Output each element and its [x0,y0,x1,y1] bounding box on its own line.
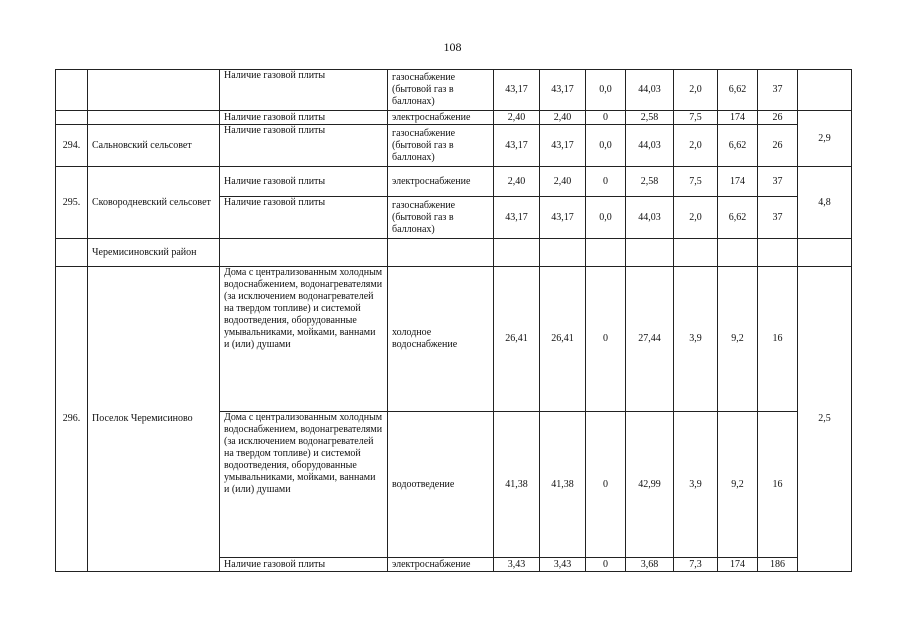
value-7: 26 [758,125,798,167]
value-7: 37 [758,167,798,197]
service-type: газоснабжение (бытовой газ в баллонах) [388,197,494,239]
housing-description: Дома с централизованным холодным водоснабжением, водонагревателями (за исключением водонагревателей на твердом топливе) и системой водоотведения, оборудованные умывальниками, мойками, ваннами и (или) душами [220,412,388,558]
value-1: 3,43 [494,558,540,572]
service-type: электроснабжение [388,167,494,197]
value-2: 2,40 [540,167,586,197]
settlement-name: Сковородневский сельсовет [88,167,220,239]
value-4: 3,68 [626,558,674,572]
value-3: 0 [586,167,626,197]
value-1: 41,38 [494,412,540,558]
value-6: 174 [718,167,758,197]
group-value-295: 4,8 [798,167,852,239]
value-6: 6,62 [718,125,758,167]
value-7: 37 [758,197,798,239]
settlement-name: Сальновский сельсовет [88,125,220,167]
value-3: 0,0 [586,197,626,239]
row-number: 296. [56,267,88,572]
table-row [56,239,852,267]
table-row [56,111,852,125]
row-number [56,70,88,111]
value-4: 27,44 [626,267,674,412]
value-1: 43,17 [494,125,540,167]
value-1: 26,41 [494,267,540,412]
group-value-296: 2,5 [798,267,852,572]
value-2: 26,41 [540,267,586,412]
service-type: электроснабжение [388,558,494,572]
value-4: 44,03 [626,125,674,167]
table-row [56,267,852,412]
value-5: 3,9 [674,412,718,558]
value-5: 7,3 [674,558,718,572]
row-number: 294. [56,125,88,167]
row-number [56,111,88,125]
service-type: электроснабжение [388,111,494,125]
value-6: 6,62 [718,70,758,111]
value-6: 6,62 [718,197,758,239]
settlement-name [88,70,220,111]
district-name: Черемисиновский район [88,239,220,267]
value-6: 174 [718,558,758,572]
value-4: 44,03 [626,70,674,111]
value-2: 43,17 [540,125,586,167]
table-row [56,167,852,197]
service-type: газоснабжение (бытовой газ в баллонах) [388,125,494,167]
service-type: газоснабжение (бытовой газ в баллонах) [388,70,494,111]
housing-description: Наличие газовой плиты [220,70,388,111]
value-3: 0 [586,267,626,412]
value-6: 9,2 [718,412,758,558]
housing-description: Наличие газовой плиты [220,125,388,167]
value-2: 43,17 [540,70,586,111]
page-number: 108 [443,40,462,54]
value-3: 0,0 [586,125,626,167]
value-2: 3,43 [540,558,586,572]
group-value-empty [798,70,852,111]
value-7: 16 [758,412,798,558]
value-3: 0 [586,412,626,558]
value-5: 7,5 [674,167,718,197]
value-6: 174 [718,111,758,125]
value-2: 2,40 [540,111,586,125]
housing-description: Наличие газовой плиты [220,111,388,125]
value-6: 9,2 [718,267,758,412]
value-1: 2,40 [494,111,540,125]
value-1: 43,17 [494,197,540,239]
service-type: холодное водоснабжение [388,267,494,412]
housing-description: Наличие газовой плиты [220,167,388,197]
value-4: 2,58 [626,111,674,125]
housing-description: Наличие газовой плиты [220,197,388,239]
table-row [56,125,852,167]
value-4: 42,99 [626,412,674,558]
row-number: 295. [56,167,88,239]
value-3: 0,0 [586,70,626,111]
tariff-table [55,69,852,572]
settlement-name: Поселок Черемисиново [88,267,220,572]
value-1: 43,17 [494,70,540,111]
value-7: 26 [758,111,798,125]
value-2: 43,17 [540,197,586,239]
group-value-294: 2,9 [798,111,852,167]
value-3: 0 [586,558,626,572]
value-5: 2,0 [674,70,718,111]
value-1: 2,40 [494,167,540,197]
value-3: 0 [586,111,626,125]
service-type: водоотведение [388,412,494,558]
value-4: 2,58 [626,167,674,197]
value-5: 2,0 [674,197,718,239]
housing-description: Наличие газовой плиты [220,558,388,572]
settlement-name [88,111,220,125]
value-5: 7,5 [674,111,718,125]
value-7: 186 [758,558,798,572]
value-4: 44,03 [626,197,674,239]
housing-description: Дома с централизованным холодным водоснабжением, водонагревателями (за исключением водонагревателей на твердом топливе) и системой водоотведения, оборудованные умывальниками, мойками, ваннами и (или) душами [220,267,388,412]
value-2: 41,38 [540,412,586,558]
value-7: 16 [758,267,798,412]
table-row [56,70,852,111]
value-7: 37 [758,70,798,111]
value-5: 3,9 [674,267,718,412]
value-5: 2,0 [674,125,718,167]
row-number [56,239,88,267]
